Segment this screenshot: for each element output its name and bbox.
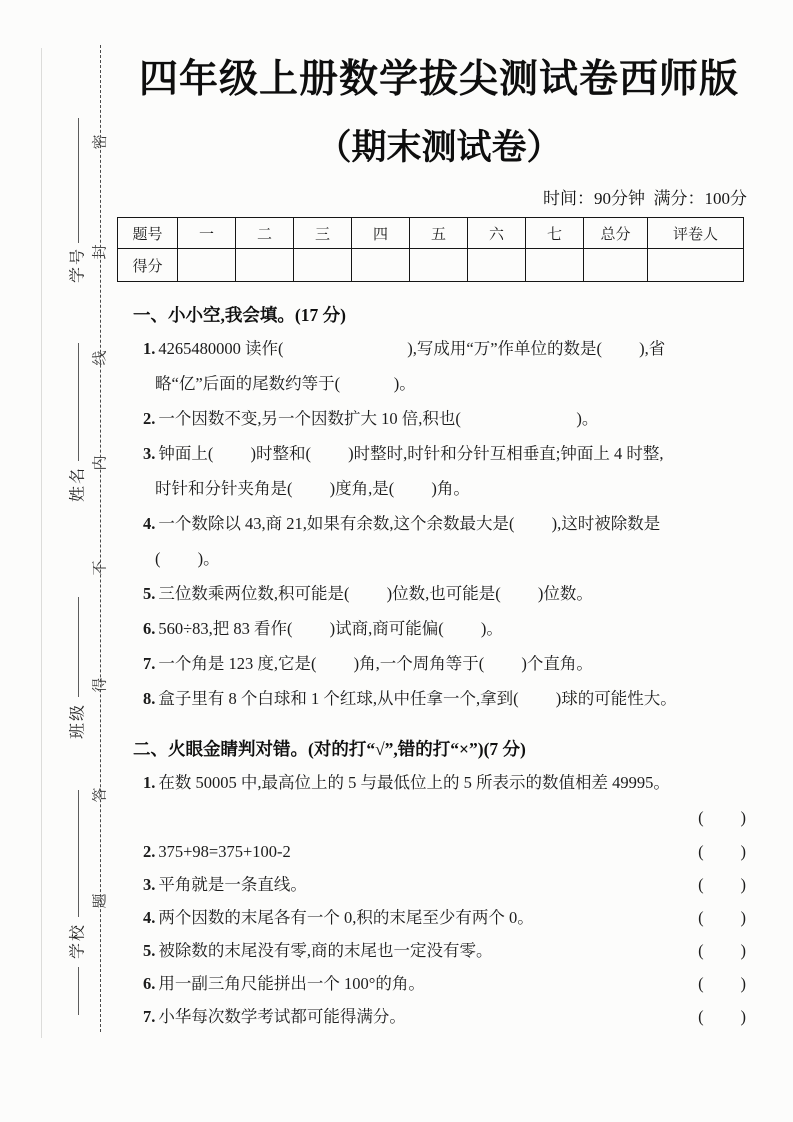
paper-content	[115, 38, 763, 1033]
question-number: 3.	[143, 444, 156, 463]
time-score-info: 时间：90分钟 满分：100分	[543, 189, 747, 208]
name-label: 姓名	[69, 465, 87, 503]
header-col-1: 一	[178, 218, 236, 249]
class-blank-line	[78, 597, 79, 697]
score-cell[interactable]	[178, 249, 236, 282]
score-cell[interactable]	[352, 249, 410, 282]
judge-question-2[interactable]	[115, 835, 763, 868]
judge-answer-bracket-3[interactable]: ( )	[698, 875, 747, 894]
header-col-7: 七	[526, 218, 584, 249]
seal-char: 不	[92, 560, 109, 576]
question-text: 4. 两个因数的末尾各有一个 0,积的末尾至少有两个 0。	[143, 908, 534, 927]
score-row-label: 得分	[118, 249, 178, 282]
fill-question-7[interactable]	[115, 646, 763, 681]
score-cell[interactable]	[294, 249, 352, 282]
seal-char: 答	[92, 787, 109, 803]
question-text: 三位数乘两位数,积可能是( )位数,也可能是( )位数。	[158, 584, 593, 603]
question-number: 7.	[143, 654, 156, 673]
judge-answer-bracket-6[interactable]: ( )	[698, 974, 747, 993]
question-text: 一个数除以 43,商 21,如果有余数,这个余数最大是( ),这时被除数是	[158, 514, 661, 533]
score-table-header-row	[118, 218, 744, 249]
fill-question-5[interactable]	[115, 576, 763, 611]
fill-question-8[interactable]	[115, 681, 763, 716]
fill-question-3-cont[interactable]	[115, 471, 763, 506]
fill-question-1[interactable]	[115, 331, 763, 366]
header-col-3: 三	[294, 218, 352, 249]
question-text: 6. 用一副三角尺能拼出一个 100°的角。	[143, 974, 425, 993]
question-text: 5. 被除数的末尾没有零,商的末尾也一定没有零。	[143, 941, 493, 960]
question-number: 4.	[143, 908, 156, 927]
question-text: 3. 平角就是一条直线。	[143, 875, 307, 894]
header-col-5: 五	[410, 218, 468, 249]
question-number: 4.	[143, 514, 156, 533]
header-question-no: 题号	[118, 218, 178, 249]
judge-question-7[interactable]	[115, 1000, 763, 1033]
question-text: 一个因数不变,另一个因数扩大 10 倍,积也( )。	[158, 409, 599, 428]
question-number: 5.	[143, 941, 156, 960]
section-2-heading: 二、火眼金睛判对错。(对的打“√”,错的打“×”)(7 分)	[133, 739, 526, 759]
judge-question-3[interactable]	[115, 868, 763, 901]
seal-char: 线	[92, 350, 109, 366]
class-label: 班级	[69, 702, 87, 740]
score-cell[interactable]	[468, 249, 526, 282]
question-number: 6.	[143, 619, 156, 638]
question-number: 3.	[143, 875, 156, 894]
judge-question-6[interactable]	[115, 967, 763, 1000]
question-number: 6.	[143, 974, 156, 993]
score-cell[interactable]	[410, 249, 468, 282]
score-table	[117, 217, 744, 282]
fill-question-2[interactable]	[115, 401, 763, 436]
scan-edge-line	[41, 48, 42, 1038]
seal-char: 封	[92, 244, 109, 260]
fill-question-3[interactable]	[115, 436, 763, 471]
student-id-label: 学号	[69, 246, 87, 284]
judge-answer-bracket-5[interactable]: ( )	[698, 941, 747, 960]
question-text: 钟面上( )时整和( )时整时,时针和分针互相垂直;钟面上 4 时整,	[158, 444, 664, 463]
question-text: 略“亿”后面的尾数约等于( )。	[155, 374, 416, 393]
seal-char: 题	[92, 893, 109, 909]
header-total: 总分	[584, 218, 648, 249]
seal-dashed-line	[100, 45, 101, 1032]
fill-question-6[interactable]	[115, 611, 763, 646]
question-number: 1.	[143, 773, 156, 792]
seal-char: 密	[92, 134, 109, 150]
name-blank-line	[78, 343, 79, 461]
fill-question-4-cont[interactable]	[115, 541, 763, 576]
seal-char: 得	[92, 677, 109, 693]
header-col-2: 二	[236, 218, 294, 249]
question-text: 560÷83,把 83 看作( )试商,商可能偏( )。	[158, 619, 503, 638]
seal-char: 内	[92, 455, 109, 471]
score-cell[interactable]	[526, 249, 584, 282]
question-text: 7. 小华每次数学考试都可能得满分。	[143, 1007, 406, 1026]
question-number: 8.	[143, 689, 156, 708]
header-col-4: 四	[352, 218, 410, 249]
question-number: 2.	[143, 409, 156, 428]
fill-question-4[interactable]	[115, 506, 763, 541]
question-number: 2.	[143, 842, 156, 861]
question-text: 在数 50005 中,最高位上的 5 与最低位上的 5 所表示的数值相差 49995。	[158, 773, 670, 792]
header-col-6: 六	[468, 218, 526, 249]
school-label: 学校	[69, 922, 87, 960]
question-number: 7.	[143, 1007, 156, 1026]
question-number: 1.	[143, 339, 156, 358]
header-grader: 评卷人	[648, 218, 744, 249]
question-text: 2. 375+98=375+100-2	[143, 842, 291, 861]
score-cell-grader[interactable]	[648, 249, 744, 282]
score-cell-total[interactable]	[584, 249, 648, 282]
judge-answer-bracket-1[interactable]: ( )	[698, 808, 747, 827]
judge-question-4[interactable]	[115, 901, 763, 934]
judge-question-5[interactable]	[115, 934, 763, 967]
page-subtitle: （期末测试卷）	[316, 128, 562, 167]
student-id-blank-line	[78, 118, 79, 243]
question-text: 4265480000 读作( ),写成用“万”作单位的数是( ),省	[158, 339, 666, 358]
judge-answer-bracket-2[interactable]: ( )	[698, 842, 747, 861]
section-1-heading: 一、小小空,我会填。(17 分)	[133, 305, 346, 325]
page-title: 四年级上册数学拔尖测试卷西师版	[138, 58, 739, 101]
fill-question-1-cont[interactable]	[115, 366, 763, 401]
question-text: ( )。	[155, 549, 220, 568]
question-text: 时针和分针夹角是( )度角,是( )角。	[155, 479, 470, 498]
judge-answer-bracket-7[interactable]: ( )	[698, 1007, 747, 1026]
school-blank-line	[78, 790, 79, 917]
question-text: 一个角是 123 度,它是( )角,一个周角等于( )个直角。	[158, 654, 593, 673]
question-text: 盒子里有 8 个白球和 1 个红球,从中任拿一个,拿到( )球的可能性大。	[158, 689, 677, 708]
score-cell[interactable]	[236, 249, 294, 282]
question-number: 5.	[143, 584, 156, 603]
trailing-blank-line	[78, 967, 79, 1015]
judge-answer-bracket-4[interactable]: ( )	[698, 908, 747, 927]
judge-question-1[interactable]	[115, 765, 763, 800]
score-table-score-row	[118, 249, 744, 282]
